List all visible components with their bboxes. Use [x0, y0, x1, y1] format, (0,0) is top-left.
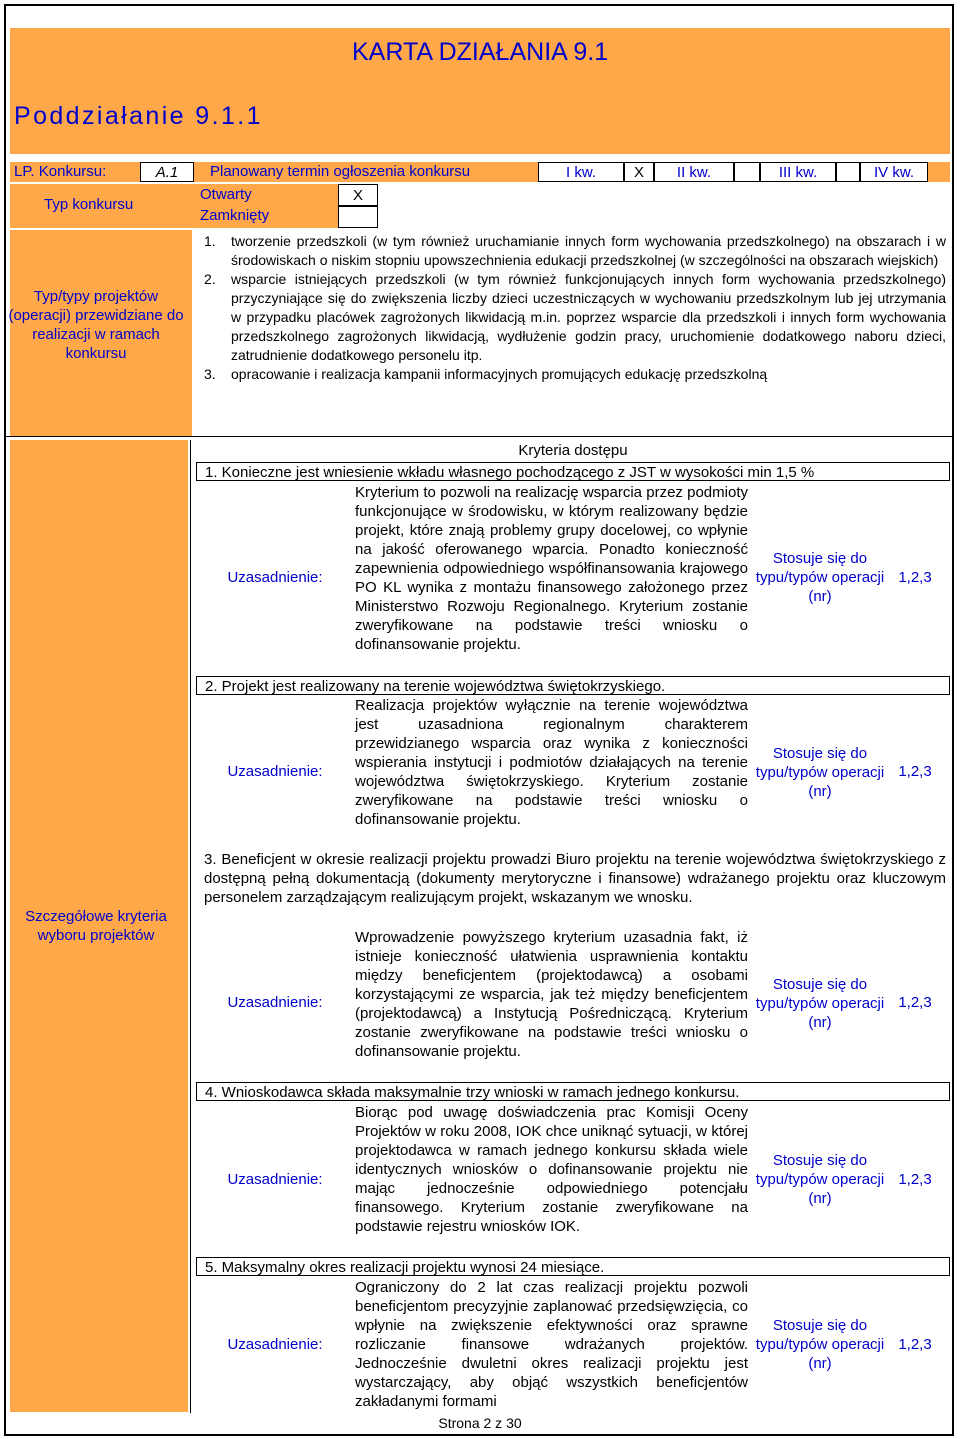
- criterion-4-types: 1,2,3: [898, 1171, 932, 1188]
- criterion-2-applies-label: Stosuje się do typu/typów operacji (nr): [755, 745, 885, 800]
- type-closed-mark: [338, 206, 378, 228]
- criterion-5-justification: Ograniczony do 2 lat czas realizacji projektu pozwoli beneficjentom precyzyjnie zaplanować przedsięwzięcia, co wpłynie na zwiększenie efektywności oraz sprawne rozliczanie finansowe wdrażanych projektów. Jednocześnie dwuletni okres realizacji projektu jest wystarczający, aby objąć wszystkich beneficjentów zakładanymi formami: [355, 1279, 748, 1410]
- type-closed-label: Zamknięty: [200, 207, 270, 224]
- divider: [190, 440, 191, 1413]
- criterion-1-justification-label: Uzasadnienie:: [227, 569, 323, 586]
- criterion-5-title: 5. Maksymalny okres realizacji projektu wynosi 24 miesiące.: [196, 1257, 950, 1276]
- criterion-4-applies-label: Stosuje się do typu/typów operacji (nr): [755, 1152, 885, 1207]
- criterion-2-title: 2. Projekt jest realizowany na terenie województwa świętokrzyskiego.: [196, 676, 950, 695]
- project-types-list: [204, 232, 946, 384]
- quarter-2-label: II kw.: [654, 162, 734, 182]
- criteria-label: Szczegółowe kryteria wyboru projektów: [25, 908, 167, 944]
- type-open-label: Otwarty: [200, 186, 252, 203]
- criterion-5-types: 1,2,3: [898, 1336, 932, 1353]
- quarter-1-mark: X: [624, 162, 654, 182]
- criterion-2-types: 1,2,3: [898, 763, 932, 780]
- criterion-1-justification: Kryterium to pozwoli na realizację wsparcia przez podmioty funkcjonujące w środowisku, w którym realizowany będzie projekt, które znają problemy grupy docelowej, co wpłynie na jakość oferowanego wparcia. Ponadto konieczność zapewnienia odpowiedniego współfinansowania krajowego PO KL wynika z montażu finansowego założonego przez Ministerstwo Rozwoju Regionalnego. Kryterium zostanie zweryfikowane na podstawie treści wniosku o dofinansowanie projektu.: [355, 484, 748, 653]
- lp-label: LP. Konkursu:: [14, 163, 107, 180]
- project-type-item: 3. opracowanie i realizacja kampanii informacyjnych promujących edukację przedszkolną: [204, 366, 768, 382]
- quarter-2-mark: [734, 162, 760, 182]
- criterion-1-types: 1,2,3: [898, 569, 932, 586]
- quarter-4-label: IV kw.: [860, 162, 928, 182]
- criterion-5-applies-label: Stosuje się do typu/typów operacji (nr): [755, 1317, 885, 1372]
- criteria-title: Kryteria dostępu: [518, 442, 628, 459]
- criterion-5-justification-label: Uzasadnienie:: [227, 1336, 323, 1353]
- type-label: Typ konkursu: [44, 196, 134, 213]
- page-number: Strona 2 z 30: [438, 1415, 522, 1431]
- subaction-title: Poddziałanie 9.1.1: [14, 102, 263, 130]
- criterion-4-justification: Biorąc pod uwagę doświadczenia prac Komisji Oceny Projektów w roku 2008, IOK chce uniknąć sytuacji, w której projektodawca w ramach jednego konkursu składa wiele identycznych wniosków o dofinansowanie projektu nie mając jednocześnie odpowiedniego potencjału finansowego. Kryterium zostanie zweryfikowane na podstawie rejestru wniosków IOK.: [355, 1104, 748, 1235]
- project-type-item: 1. tworzenie przedszkoli (w tym również uruchamianie innych form wychowania przedszkolnego) na obszarach i w środowiskach o niskim stopniu upowszechnienia edukacji przedszkolnej (w szczególności na obszarach wiejskich): [204, 233, 946, 268]
- criterion-4-title: 4. Wnioskodawca składa maksymalnie trzy wnioski w ramach jednego konkursu.: [196, 1082, 950, 1101]
- lp-value: A.1: [140, 162, 194, 182]
- criterion-2-justification: Realizacja projektów wyłącznie na terenie województwa jest uzasadniona regionalnym charakterem przewidzianego wsparcia oraz wynika z konieczności wspierania instytucji i podmiotów działających na terenie województwa świętokrzyskiego. Kryterium zostanie zweryfikowane na podstawie treści wniosku o dofinansowanie projektu.: [355, 697, 748, 828]
- criterion-2-justification-label: Uzasadnienie:: [227, 763, 323, 780]
- criterion-3-types: 1,2,3: [898, 994, 932, 1011]
- criterion-1-title: 1. Konieczne jest wniesienie wkładu własnego pochodzącego z JST w wysokości min 1,5 %: [196, 462, 950, 481]
- criterion-1-applies-label: Stosuje się do typu/typów operacji (nr): [755, 550, 885, 605]
- project-types-label: Typ/typy projektów (operacji) przewidziane do realizacji w ramach konkursu: [8, 288, 184, 362]
- quarter-3-label: III kw.: [760, 162, 836, 182]
- type-open-mark: X: [338, 184, 378, 206]
- criterion-3-title: 3. Beneficjent w okresie realizacji projektu prowadzi Biuro projektu na terenie województwa świętokrzyskiego z dostępną pełną dokumentacją (dokumenty merytoryczne i finansowe) wdrażanego projektu oraz kluczowym personelem zarządzającym realizującym projekt, wskazanym we wnosku.: [204, 851, 946, 906]
- planned-label: Planowany termin ogłoszenia konkursu: [210, 163, 471, 180]
- header-band: [10, 28, 950, 154]
- criterion-3-justification: Wprowadzenie powyższego kryterium uzasadnia fakt, iż istnieje konieczność ułatwienia usprawnienia kontaktu między beneficjentem (projektodawcą) a osobami korzystającymi ze wsparcia, jak też między beneficjentem (projektodawcą) a Instytucją Pośredniczącą. Kryterium zostanie zweryfikowane na podstawie treści wniosku o dofinansowanie projektu.: [355, 929, 748, 1060]
- quarter-1-label: I kw.: [538, 162, 624, 182]
- criterion-3-justification-label: Uzasadnienie:: [227, 994, 323, 1011]
- project-type-item: 2. wsparcie istniejących przedszkoli (w tym również funkcjonujących innych form wychowania przedszkolnego) przyczyniające się do zwiększenia liczby dzieci uczestniczących w wychowaniu przedszkolnym lub jej utrzymania w przypadku placówek zagrożonych likwidacją m.in. poprzez wsparcie dla przedszkoli i innych form wychowania przedszkolnego zagrożonych likwidacją, wydłużenie godzin pracy, uruchomienie dodatkowego naboru dzieci, zatrudnienie dodatkowego personelu itp.: [204, 271, 946, 363]
- criterion-4-justification-label: Uzasadnienie:: [227, 1171, 323, 1188]
- criterion-3-applies-label: Stosuje się do typu/typów operacji (nr): [755, 976, 885, 1031]
- card-title: KARTA DZIAŁANIA 9.1: [352, 38, 609, 66]
- divider: [6, 436, 952, 437]
- quarter-3-mark: [836, 162, 860, 182]
